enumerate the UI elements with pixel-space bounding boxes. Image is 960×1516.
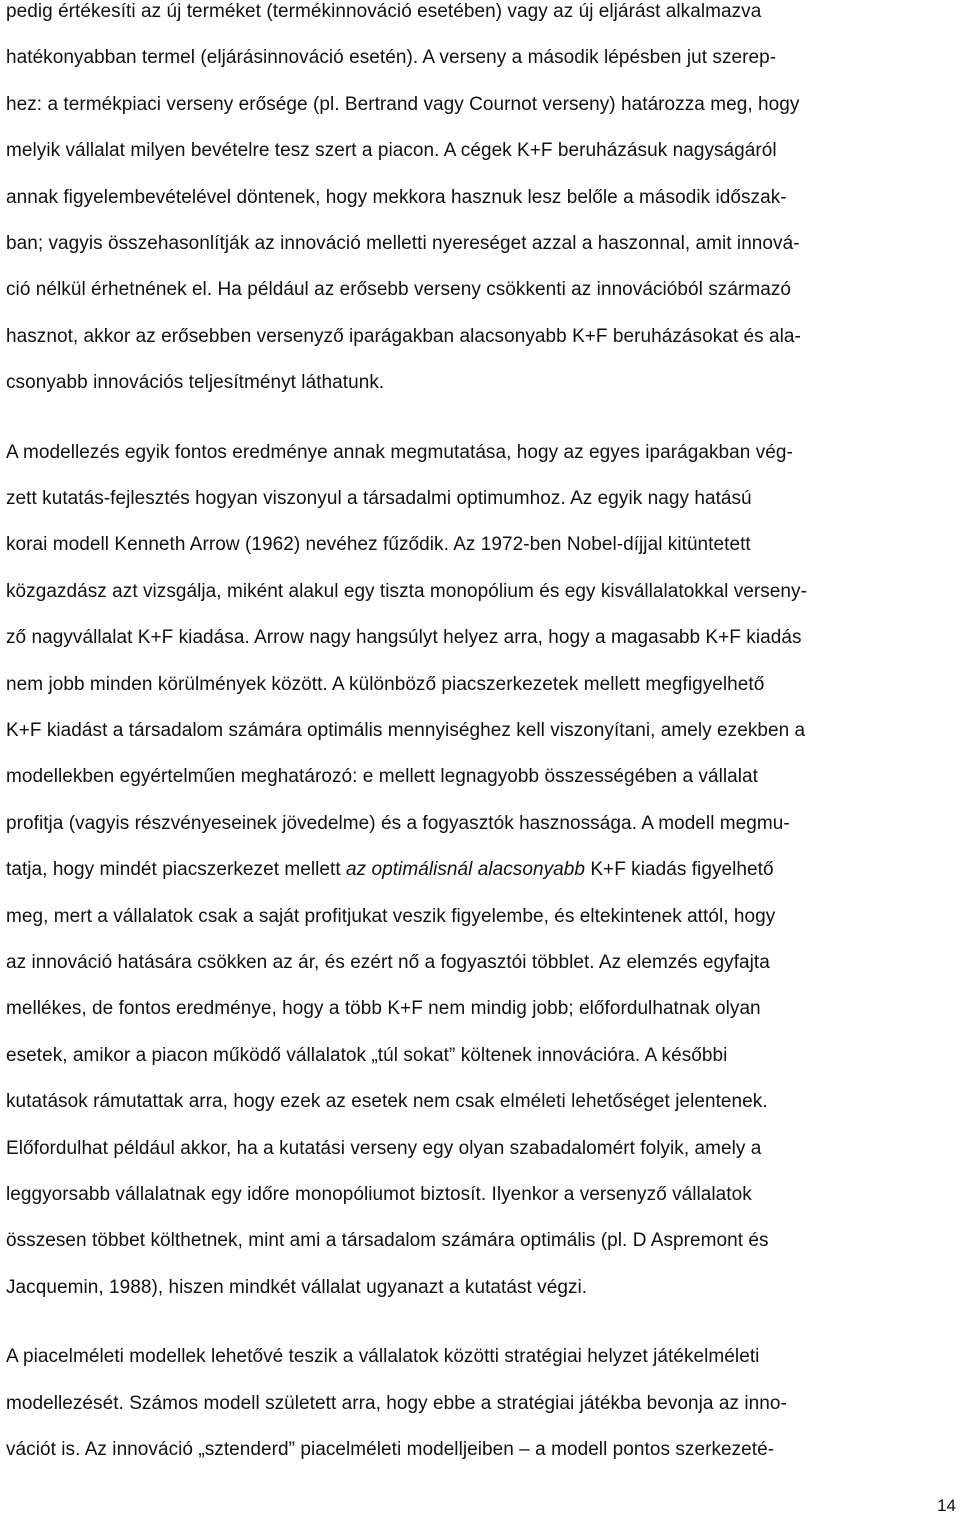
- page-number: 14: [937, 1496, 956, 1515]
- text-line: [6, 325, 801, 349]
- text-line: [6, 905, 775, 929]
- text-segment: profitja (vagyis részvényeseinek jövedelme) és a fogyasztók hasznossága. A modell megmu-: [6, 812, 790, 834]
- text-line: [6, 1090, 768, 1114]
- emphasis-text: az optimálisnál alacsonyabb: [346, 859, 585, 881]
- text-segment: hatékonyabban termel (eljárásinnováció esetén). A verseny a második lépésben jut szerep-: [6, 47, 777, 69]
- text-segment: Előfordulhat például akkor, ha a kutatási verseny egy olyan szabadalomért folyik, amely a: [6, 1137, 762, 1159]
- text-segment: tatja, hogy mindét piacszerkezet mellett: [6, 859, 346, 881]
- text-segment: leggyorsabb vállalatnak egy időre monopóliumot biztosít. Ilyenkor a versenyző vállalatok: [6, 1184, 752, 1205]
- text-line: [6, 719, 805, 743]
- text-line: [6, 997, 761, 1021]
- text-line: [6, 533, 751, 557]
- text-line: [6, 232, 800, 256]
- text-segment: összesen többet költhetnek, mint ami a társadalom számára optimális (pl. D Aspremont és: [6, 1230, 769, 1252]
- text-line: [6, 765, 758, 789]
- text-segment: csonyabb innovációs teljesítményt láthatunk.: [6, 372, 385, 394]
- text-line: [6, 186, 787, 210]
- text-segment: kutatások rámutattak arra, hogy ezek az esetek nem csak elméleti lehetőséget jelentenek.: [6, 1091, 768, 1113]
- text-segment: korai modell Kenneth Arrow (1962) nevéhez fűződik. Az 1972-ben Nobel-díjjal kitüntetett: [6, 534, 751, 556]
- text-segment: annak figyelembevételével döntenek, hogy mekkora hasznuk lesz belőle a második időszak-: [6, 186, 787, 208]
- text-line: [6, 278, 791, 302]
- text-segment: zett kutatás-fejlesztés hogyan viszonyul a társadalmi optimumhoz. Az egyik nagy hatású: [6, 488, 752, 509]
- text-line: [6, 1229, 769, 1253]
- text-segment: K+F kiadást a társadalom számára optimális mennyiséghez kell viszonyítani, amely ezekben a: [6, 720, 806, 741]
- text-line: [6, 441, 793, 465]
- text-segment: ző nagyvállalat K+F kiadása. Arrow nagy hangsúlyt helyez arra, hogy a magasabb K+F kiadás: [6, 627, 802, 649]
- text-line: [6, 673, 764, 697]
- text-line: [6, 626, 802, 650]
- text-segment: melyik vállalat milyen bevételre tesz szert a piacon. A cégek K+F beruházásuk nagyságáról: [6, 140, 777, 162]
- text-line: [6, 1438, 774, 1462]
- text-line: [6, 812, 790, 836]
- text-line: [6, 580, 807, 604]
- text-line: [6, 0, 761, 24]
- text-line: [6, 139, 777, 163]
- text-line: [6, 1137, 761, 1161]
- text-segment: ció nélkül érhetnének el. Ha például az erősebb verseny csökkenti az innovációból származó: [6, 279, 791, 301]
- text-segment: meg, mert a vállalatok csak a saját profitjukat veszik figyelembe, és eltekintenek attól, hogy: [6, 905, 776, 927]
- text-line: [6, 1044, 727, 1068]
- text-line: [6, 1345, 759, 1369]
- text-segment: az innováció hatására csökken az ár, és ezért nő a fogyasztói többlet. Az elemzés egyfajta: [6, 952, 770, 973]
- text-segment: Jacquemin, 1988), hiszen mindkét vállalat ugyanazt a kutatást végzi.: [6, 1276, 588, 1298]
- text-segment: pedig értékesíti az új terméket (termékinnováció esetében) vagy az új eljárást alkalmazva: [6, 1, 762, 22]
- text-line: [6, 487, 752, 511]
- text-line: [6, 858, 774, 882]
- text-segment: K+F kiadás figyelhető: [585, 859, 774, 881]
- text-segment: modellezését. Számos modell született arra, hogy ebbe a stratégiai játékba bevonja az inno-: [6, 1392, 787, 1414]
- text-line: [6, 1392, 787, 1416]
- text-line: [6, 951, 770, 975]
- text-segment: A modellezés egyik fontos eredménye annak megmutatása, hogy az egyes iparágakban vég-: [6, 441, 793, 463]
- text-segment: hasznot, akkor az erősebben versenyző iparágakban alacsonyabb K+F beruházásokat és ala-: [6, 325, 801, 347]
- text-segment: hez: a termékpiaci verseny erősége (pl. Bertrand vagy Cournot verseny) határozza meg, hogy: [6, 93, 800, 115]
- text-line: [6, 46, 776, 70]
- text-segment: közgazdász azt vizsgálja, miként alakul egy tiszta monopólium és egy kisvállalatokkal verseny-: [6, 580, 807, 602]
- text-segment: A piacelméleti modellek lehetővé teszik a vállalatok közötti stratégiai helyzet játékelméleti: [6, 1346, 760, 1368]
- text-segment: nem jobb minden körülmények között. A különböző piacszerkezetek mellett megfigyelhető: [6, 673, 765, 695]
- text-line: [6, 371, 384, 395]
- text-line: [6, 1276, 587, 1300]
- text-segment: ban; vagyis összehasonlítják az innováció melletti nyereséget azzal a haszonnal, amit innová-: [6, 233, 800, 254]
- text-line: [6, 1183, 752, 1207]
- text-segment: vációt is. Az innováció „sztenderd” piacelméleti modelljeiben – a modell pontos szerkezeté-: [6, 1439, 775, 1460]
- text-segment: mellékes, de fontos eredménye, hogy a több K+F nem mindig jobb; előfordulhatnak olyan: [6, 998, 761, 1020]
- text-segment: modellekben egyértelműen meghatározó: e mellett legnagyobb összességében a vállalat: [6, 766, 758, 788]
- text-line: [6, 93, 799, 117]
- text-segment: esetek, amikor a piacon működő vállalatok „túl sokat” költenek innovációra. A későbbi: [6, 1044, 728, 1066]
